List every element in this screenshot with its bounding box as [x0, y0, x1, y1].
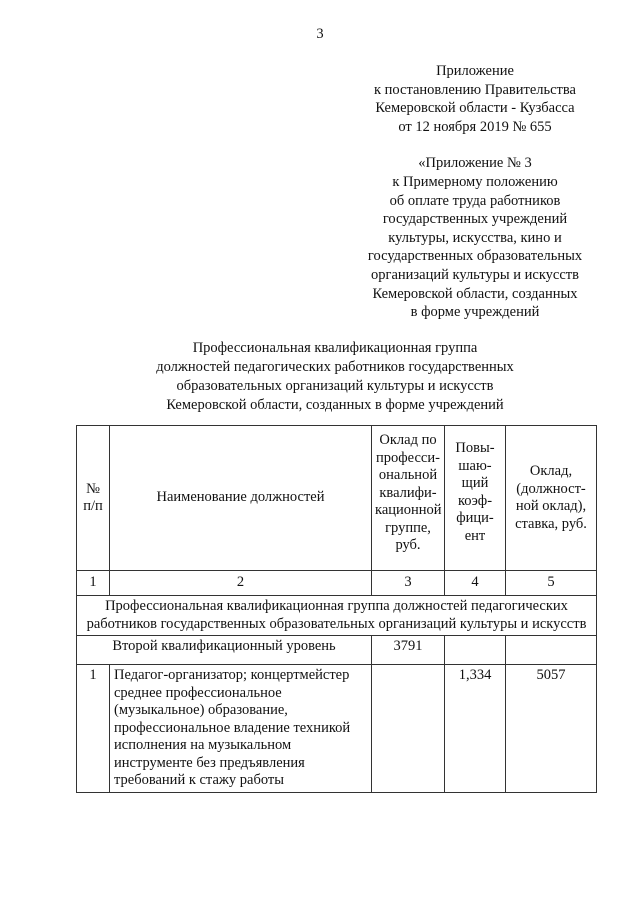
appendix-line: Кемеровской области - Кузбасса [375, 100, 575, 117]
column-number-row [77, 571, 597, 596]
table-row [77, 665, 597, 793]
appendix-sub-line: об оплате труда работников [389, 192, 561, 209]
appendix-line: от 12 ноября 2019 № 655 [398, 118, 552, 135]
appendix-sub-line: организаций культуры и искусств [371, 266, 579, 283]
level-label: Второй квалификационный уровень [77, 636, 372, 665]
appendix-sub-line: к Примерному положению [392, 173, 558, 190]
header-name: Наименование должностей [110, 426, 372, 571]
appendix-sub-line: Кемеровской области, созданных [372, 285, 578, 302]
position-salary [372, 665, 445, 793]
salary-table [76, 425, 597, 793]
appendix-sub-line: культуры, искусства, кино и [388, 229, 562, 246]
appendix-sub-line: в форме учреждений [410, 304, 540, 321]
position-number: 1 [77, 665, 110, 793]
table-header-row [77, 426, 597, 571]
header-num: № п/п [77, 426, 110, 571]
column-number: 4 [445, 571, 506, 596]
header-total: Оклад, (должност- ной оклад), ставка, руб. [506, 426, 597, 571]
level-row [77, 636, 597, 665]
group-row-label: Профессиональная квалификационная группа должностей педагогических работников государственных образовательных организаций культуры и искусств [77, 596, 597, 636]
position-coefficient: 1,334 [445, 665, 506, 793]
appendix-line: Приложение [436, 63, 514, 79]
empty-cell [445, 636, 506, 665]
document-title [80, 339, 590, 415]
title-line: должностей педагогических работников государственных [156, 359, 514, 375]
column-number: 5 [506, 571, 597, 596]
column-number: 1 [77, 571, 110, 596]
header-salary: Оклад по професси- ональной квалифи- кационной группе, руб. [372, 426, 445, 571]
appendix-sub-line: государственных учреждений [382, 211, 568, 228]
empty-cell [506, 636, 597, 665]
appendix-line: к постановлению Правительства [374, 81, 576, 98]
position-total: 5057 [506, 665, 597, 793]
level-salary: 3791 [372, 636, 445, 665]
appendix-sub-line: «Приложение № 3 [418, 155, 532, 172]
column-number: 3 [372, 571, 445, 596]
appendix-header [340, 62, 610, 322]
page-number: 3 [316, 26, 324, 42]
title-line: Кемеровской области, созданных в форме учреждений [166, 397, 504, 413]
group-row [77, 596, 597, 636]
title-line: образовательных организаций культуры и искусств [176, 378, 494, 394]
title-line: Профессиональная квалификационная группа [192, 340, 478, 356]
column-number: 2 [110, 571, 372, 596]
header-coefficient: Повы- шаю- щий коэф- фици- ент [445, 426, 506, 571]
position-name: Педагог-организатор; концертмейстер среднее профессиональное (музыкальное) образование, профессиональное владение техникой исполнения на музыкальном инструменте без предъявления требований к стажу работы [110, 665, 372, 793]
appendix-sub-line: государственных образовательных [367, 248, 583, 265]
